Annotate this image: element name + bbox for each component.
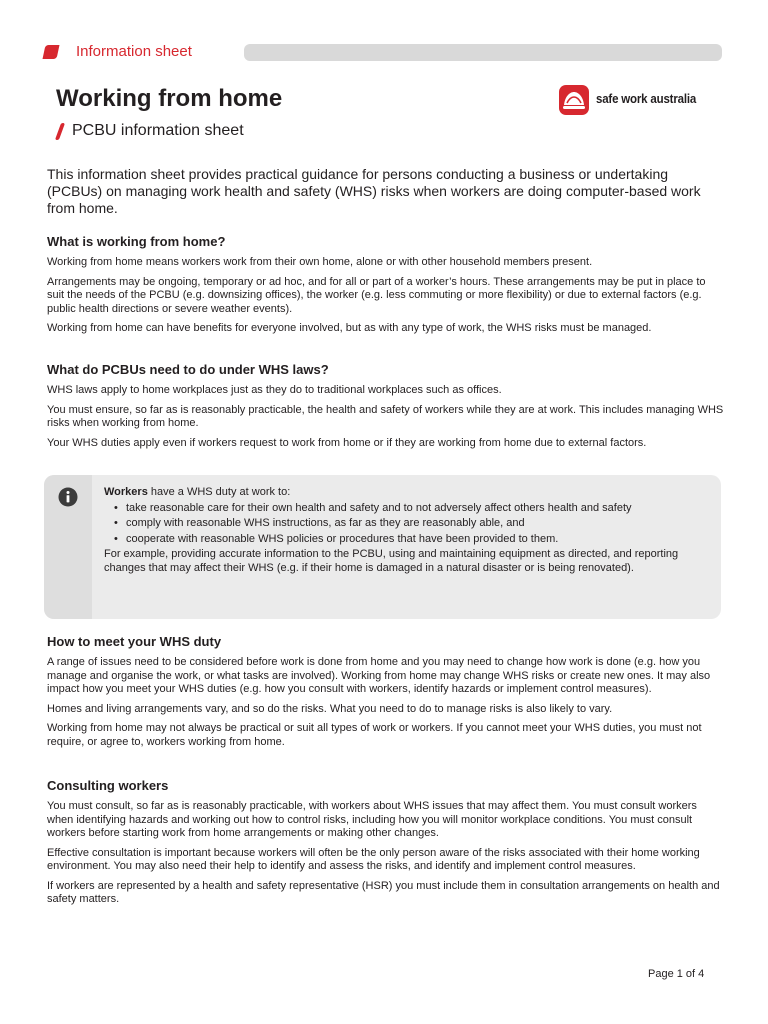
- callout-icon-column: [44, 475, 92, 619]
- section-pcbu-duties: [47, 362, 725, 450]
- worker-duties-callout: [44, 475, 721, 619]
- list-item: • cooperate with reasonable WHS policies or procedures that have been provided to them.: [126, 533, 704, 547]
- section-consulting-workers: [47, 778, 725, 907]
- paragraph: Effective consultation is important because workers will often be the only person aware of the risks associated with their home working environment. You may also need their help to identify and assess the risks, and identify and implement control measures.: [47, 846, 700, 872]
- list-item: • comply with reasonable WHS instructions, as far as they are reasonably able, and: [126, 517, 704, 531]
- document-type-label: Information sheet: [76, 43, 192, 60]
- paragraph: You must ensure, so far as is reasonably practicable, the health and safety of workers while they are at work. This includes managing WHS risks when working from home.: [47, 403, 724, 429]
- header-grey-bar: [244, 44, 722, 61]
- red-slash-icon: [55, 123, 65, 140]
- callout-lead: [104, 486, 704, 500]
- section-heading: What is working from home?: [47, 234, 226, 249]
- info-icon: [58, 487, 78, 507]
- callout-lead-text: have a WHS duty at work to:: [147, 486, 291, 498]
- paragraph: Your WHS duties apply even if workers request to work from home or if they are working from home due to external factors.: [47, 436, 647, 449]
- paragraph: If workers are represented by a health and safety representative (HSR) you must include them in consultation arrangements on health and safety matters.: [47, 879, 720, 905]
- section-meet-whs-duty: [47, 634, 725, 749]
- callout-lead-bold: Workers: [104, 486, 148, 498]
- page-number: Page 1 of 4: [648, 968, 705, 980]
- section-heading: How to meet your WHS duty: [47, 634, 222, 649]
- callout-list: [104, 502, 704, 547]
- header-bar: [44, 42, 722, 62]
- page-subtitle: PCBU information sheet: [72, 122, 244, 139]
- intro-paragraph: This information sheet provides practical guidance for persons conducting a business or undertaking (PCBUs) on managing work health and safety (WHS) risks when workers are doing computer-based work from home.: [47, 166, 701, 216]
- safe-work-australia-logo: [558, 84, 722, 116]
- callout-content: [104, 486, 704, 575]
- paragraph: Homes and living arrangements vary, and so do the risks. What you need to do to manage risks is also likely to vary.: [47, 702, 613, 715]
- paragraph: Working from home may not always be practical or suit all types of work or workers. If you cannot meet your WHS duties, you must not require, or agree to, workers working from home.: [47, 722, 702, 748]
- callout-closing: For example, providing accurate information to the PCBU, using and maintaining equipment as directed, and reporting changes that may affect their WHS (e.g. if their home is damaged in a natural disaster or is being renovated).: [104, 548, 679, 574]
- red-tab-marker: [43, 45, 60, 59]
- section-heading: Consulting workers: [47, 778, 169, 793]
- section-what-is-wfh: [47, 234, 725, 336]
- paragraph: A range of issues need to be considered before work is done from home and you may need to change how work is done (e.g. how you manage and organise the work, or what tasks are involved). Working from home may change WHS risks or create new ones. It may also impact how you meet your WHS duties (e.g. how you consult with workers, identify hazards or implement control measures).: [47, 656, 711, 695]
- logo-text: safe work australia: [596, 92, 697, 106]
- list-item: • take reasonable care for their own health and safety and to not adversely affect others health and safety: [126, 502, 704, 516]
- paragraph: Working from home can have benefits for everyone involved, but as with any type of work, the WHS risks must be managed.: [47, 322, 652, 334]
- paragraph: WHS laws apply to home workplaces just as they do to traditional workplaces such as offices.: [47, 384, 502, 396]
- paragraph: You must consult, so far as is reasonably practicable, with workers about WHS issues that may affect them. You must consult workers when identifying hazards and working out how to control risks, including how you will monitor workplace conditions. You must consult workers before starting work from home arrangements or making other changes.: [47, 800, 697, 839]
- logo-mark-icon: [558, 84, 590, 116]
- section-heading: What do PCBUs need to do under WHS laws?: [47, 362, 329, 377]
- paragraph: Arrangements may be ongoing, temporary or ad hoc, and for all or part of a worker’s hours. These arrangements may be put in place to suit the needs of the PCBU (e.g. downsizing offices), the worker (e.g. less commuting or more flexibility) or due to external factors (e.g. public health directions or severe weather events).: [47, 275, 706, 315]
- paragraph: Working from home means workers work from their own home, alone or with other household members present.: [47, 256, 593, 268]
- page-title: Working from home: [56, 85, 283, 112]
